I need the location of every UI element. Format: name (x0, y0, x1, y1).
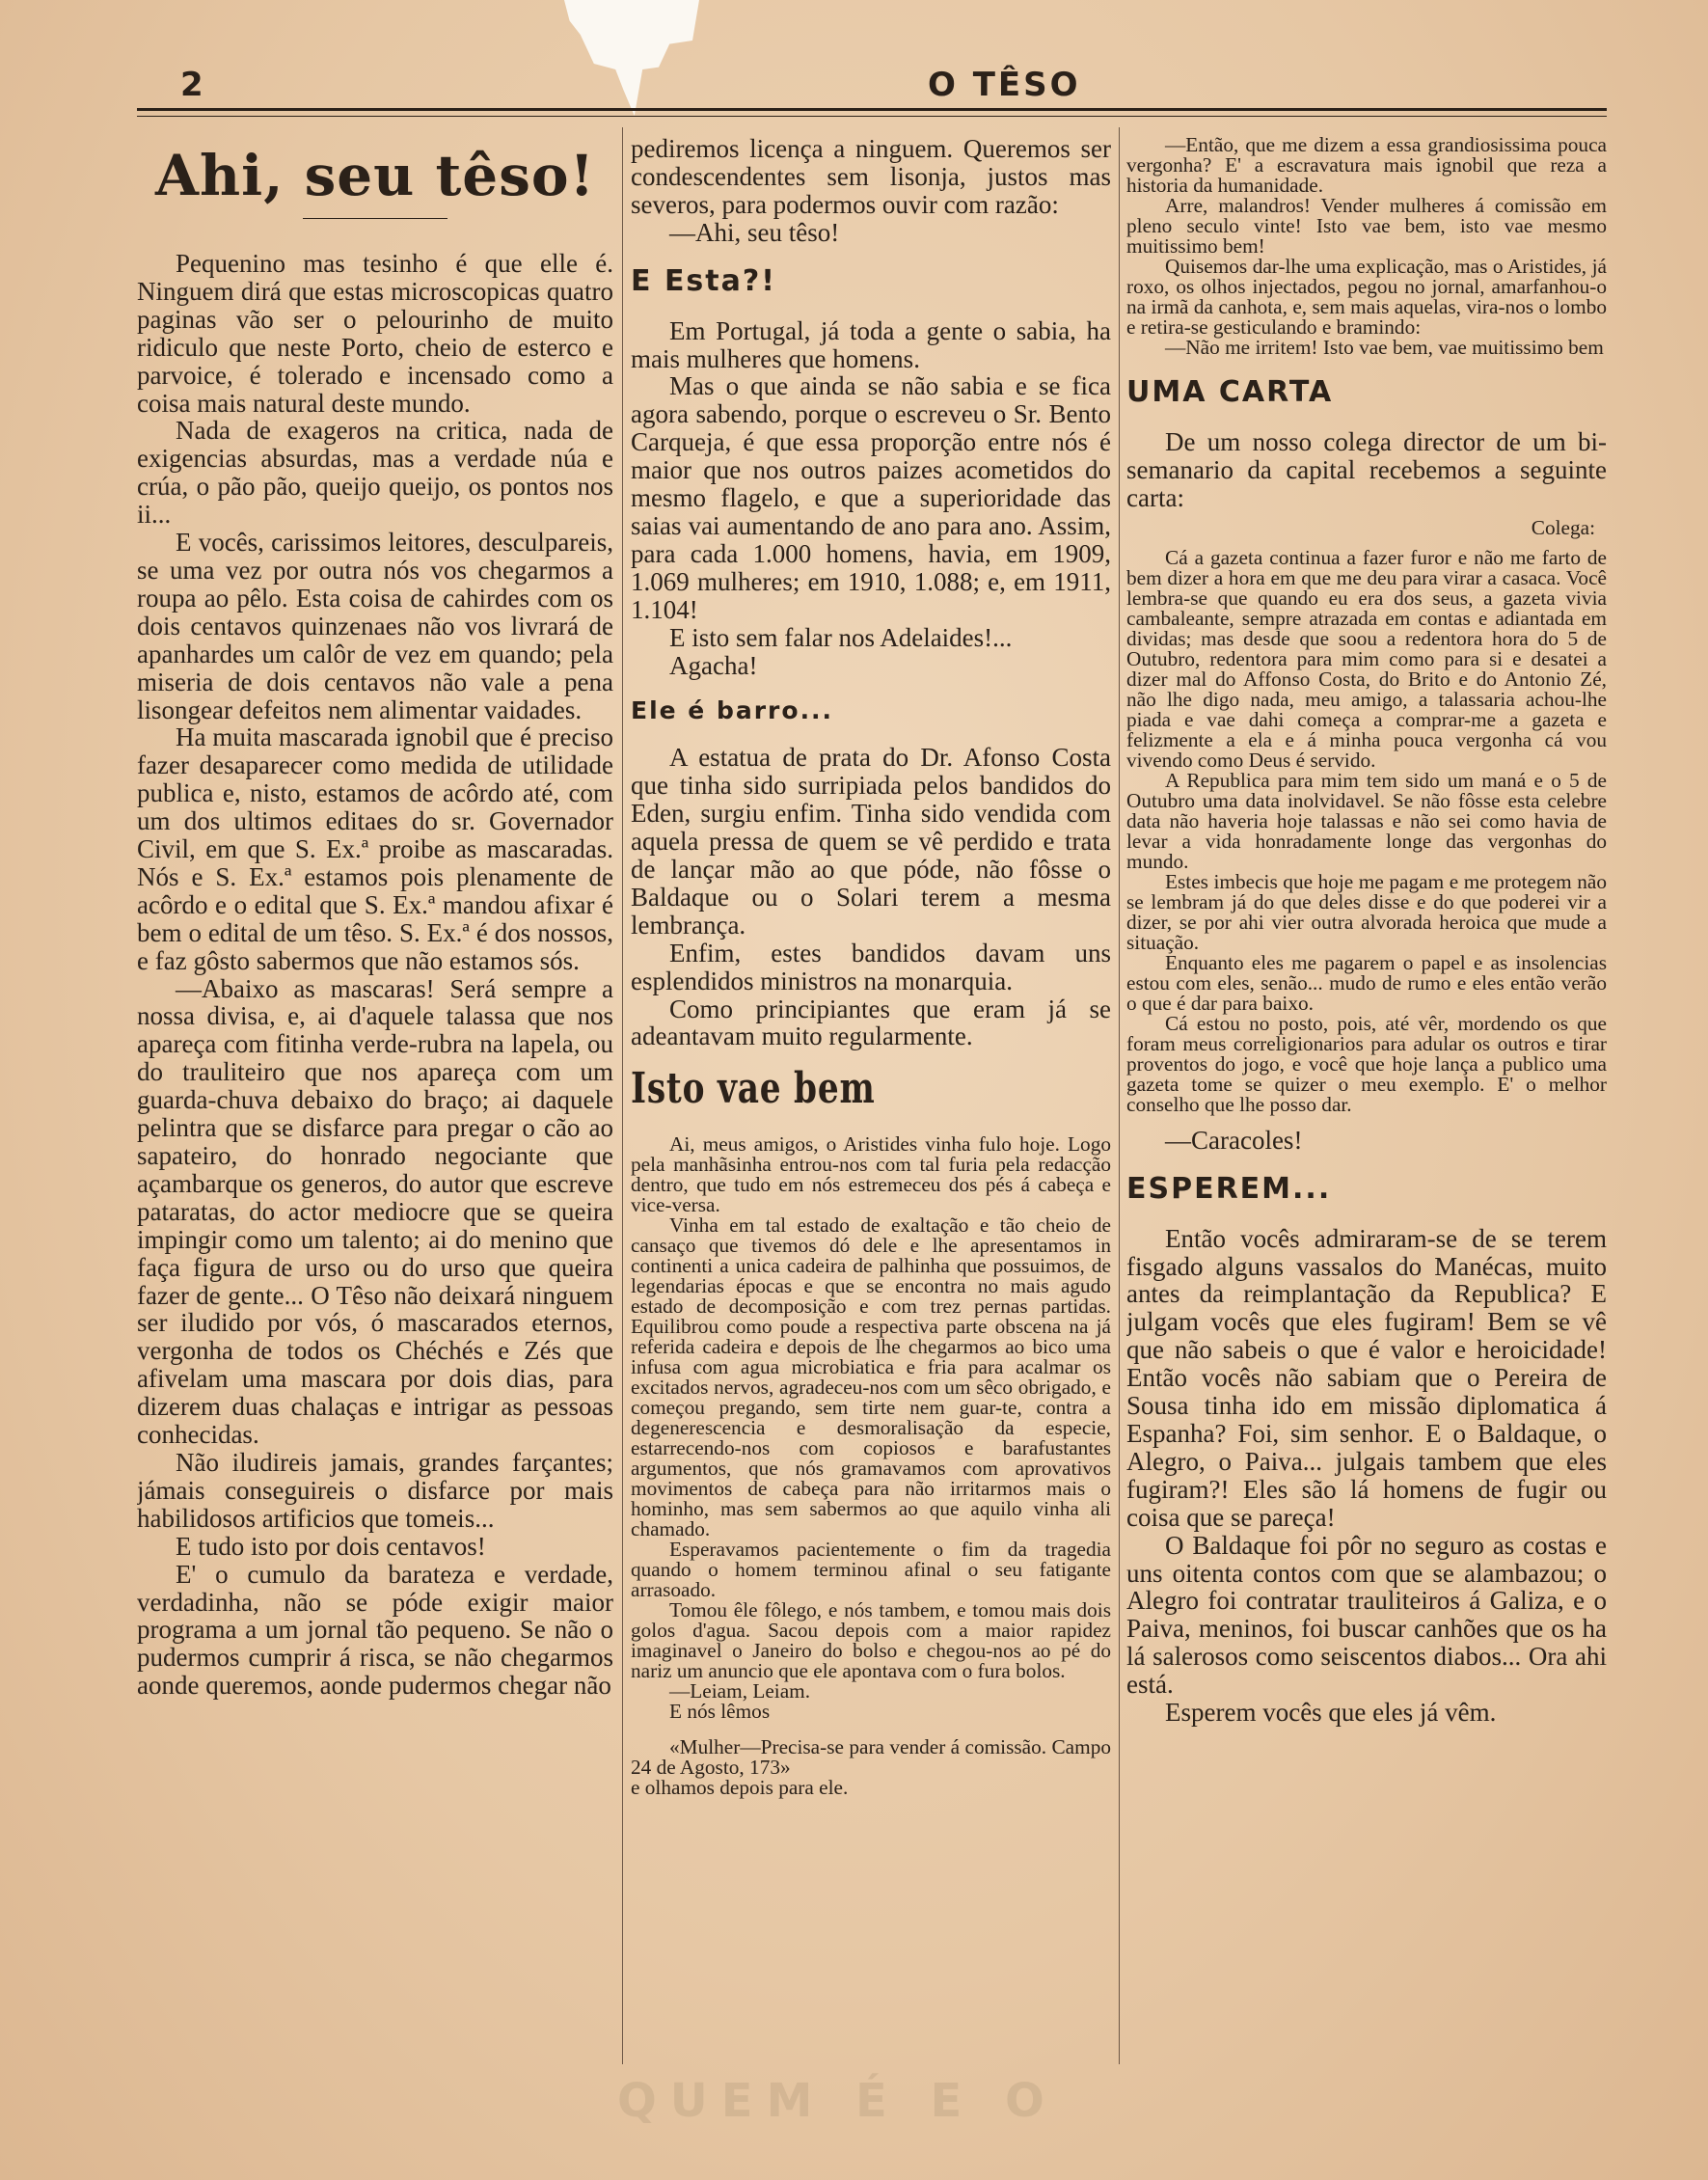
article-title: Ahi, seu têso! (155, 143, 595, 208)
page-number: 2 (180, 66, 203, 104)
paragraph: pediremos licença a ninguem. Queremos ser condescendentes sem lisonja, justos mas severos, para podermos ouvir com razão: (631, 135, 1111, 219)
paragraph: Tomou êle fôlego, e nós tambem, e tomou mais dois golos d'agua. Sacou depois com a maior rapidez imaginavel o Janeiro do bolso e chegou-nos ao pé do nariz um anuncio que ele apontava com o fura bolos. (631, 1598, 1111, 1683)
column-1 (137, 135, 613, 2064)
paragraph: Quisemos dar-lhe uma explicação, mas o Aristides, já roxo, os olhos injectados, pegou no jornal, amarfanhou-o na irmã da canhota, e, sem mais aquelas, vira-nos o lombo e retira-se gesticulando e bramindo: (1126, 255, 1607, 339)
paragraph: E vocês, carissimos leitores, desculpareis, se uma vez por outra nós vos chegarmos a roupa ao pêlo. Esta coisa de cahirdes com os dois centavos quinzenaes não vos livrará de apanhardes um calôr de vez em quando; pela miseria de dois centavos não vale a pena lisongear defeitos nem alimentar vaidades. (137, 528, 613, 724)
letter-paragraph: A Republica para mim tem sido um maná e o 5 de Outubro uma data inolvidavel. Se não fôsse esta celebre data não haveria hoje talassas e não sei como havia de levar a vida honradamente longe das vergonhas do mundo. (1126, 768, 1607, 873)
paragraph: A estatua de prata do Dr. Afonso Costa que tinha sido surripiada pelos bandidos do Eden, surgiu enfim. Tinha sido vendida com aquela pressa de quem se vê perdido e trata de lançar mão ao que póde, não fôsse o Baldaque ou o Solari terem a mesma lembrança. (631, 743, 1111, 940)
section-heading: UMA CARTA (1126, 375, 1334, 409)
paragraph: Não iludireis jamais, grandes farçantes; jámais conseguireis o disfarce por mais habilidosos artificios que tomeis... (137, 1447, 613, 1533)
paragraph: E nós lêmos (669, 1700, 771, 1724)
column-divider (622, 127, 623, 2064)
paper-name: O TÊSO (928, 66, 1081, 104)
paragraph: E' o cumulo da barateza e verdade, verdadinha, não se póde exigir maior programa a um jornal tão pequeno. Se não o pudermos cumprir á risca, se não chegarmos aonde queremos, aonde pudermos chegar não (137, 1559, 613, 1701)
paragraph: Ai, meus amigos, o Aristides vinha fulo hoje. Logo pela manhãsinha entrou-nos com tal furia pela redacção dentro, que tudo em nós estremeceu dos pés á cabeça e vice-versa. (631, 1132, 1111, 1217)
paragraph: —Não me irritem! Isto vae bem, vae muitissimo bem (1165, 336, 1604, 359)
paragraph: —Então, que me dizem a essa grandiosissima pouca vergonha? E' a escravatura mais ignobil que reza a historia da humanidade. (1126, 135, 1607, 197)
letter-signature: —Caracoles! (1165, 1125, 1303, 1155)
quoted-advert: «Mulher—Precisa-se para vender á comissão. Campo 24 de Agosto, 173» (631, 1735, 1111, 1780)
letter-paragraph: Enquanto eles me pagarem o papel e as insolencias estou com eles, senão... mudo de rumo e eles então verão o que é dar para baixo. (1126, 950, 1607, 1015)
paragraph: Esperem vocês que eles já vêm. (1165, 1698, 1497, 1728)
letter-paragraph: Estes imbecis que hoje me pagam e me protegem não se lembram já do que deles disse e do que poderei vir a dizer, se por ahi vier outra alvorada heroica que mude a situação. (1126, 869, 1607, 954)
title-rule (303, 218, 447, 219)
paragraph: Vinha em tal estado de exaltação e tão cheio de cansaço que tivemos dó dele e lhe apresentamos in continenti a unica cadeira de palhinha que possuimos, de legendarias épocas e que se encontra no mais agudo estado de decomposição e com trez pernas partidas. Equilibrou como poude a respectiva parte obscena na já referida cadeira e depois de lhe chegarmos ao bico uma infusa com agua microbiatica e fria para acalmar os excitados nervos, agradeceu-nos com um sêco obrigado, e começou pregando, sem tirte nem guar-te, contra a degenerescencia e desmoralisação da especie, estarrecendo-nos com copiosos e barafustantes argumentos, que nós gramavamos com aprovativos movimentos de cabeça para não irritarmos mais o hominho, mas sem sabermos ao que aquilo vinha ali chamado. (631, 1213, 1111, 1541)
paragraph: —Abaixo as mascaras! Será sempre a nossa divisa, e, ai d'aquele talassa que nos apareça com fitinha verde-rubra na lapela, ou do trauliteiro que nos apareça com um guarda-chuva debaixo do braço; ai daquele pelintra que se disfarce para pregar o cão ao sapateiro, do honrado negociante que açambarque os generos, do autor que escreve pataratas, do actor mediocre que se queira impingir como um talento; ai do menino que faça figura de urso ou do urso que queira fazer de gente... O Têso não deixará ninguem ser iludido por vós, ó mascarados eternos, vergonha de todos os Chéchés e Zés que afivelam uma mascara por dois dias, para dizerem duas chalaças e intrigar as pessoas conhecidas. (137, 973, 613, 1450)
column-divider (1119, 127, 1120, 2064)
paragraph: Pequenino mas tesinho é que elle é. Ninguem dirá que estas microscopicas quatro paginas vão ser o pelourinho de muito ridiculo que neste Porto, cheio de esterco e parvoice, é tolerado e incensado como a coisa mais natural deste mundo. (137, 249, 613, 418)
section-heading: Isto vae bem (631, 1064, 876, 1114)
column-2 (631, 135, 1111, 2064)
paragraph: e olhamos depois para ele. (631, 1776, 849, 1800)
letter-paragraph: Cá estou no posto, pois, até vêr, mordendo os que foram meus correligionarios para adular os outros e tirar proventos do jogo, e você que hoje lança a publico uma gazeta tome se quizer o meu exemplo. E' o melhor conselho que lhe posso dar. (1126, 1011, 1607, 1116)
paragraph: Como principiantes que eram já se adeantavam muito regularmente. (631, 994, 1111, 1051)
paragraph: Mas o que ainda se não sabia e se fica agora sabendo, porque o escreveu o Sr. Bento Carqueja, é que essa proporção entre nós é maior que nos outros paizes acometidos do mesmo flagelo, e que a superioridade das saias vai aumentando de ano para ano. Assim, para cada 1.000 homens, havia, em 1909, 1.069 mulheres; em 1910, 1.088; e, em 1911, 1.104! (631, 371, 1111, 624)
section-heading: ESPEREM... (1126, 1171, 1332, 1206)
salutation: Colega: (1531, 515, 1595, 539)
paragraph: —Leiam, Leiam. (669, 1679, 811, 1703)
paragraph: —Ahi, seu têso! (669, 217, 840, 247)
paragraph: Ha muita mascarada ignobil que é preciso fazer desaparecer como medida de utilidade publica e, nisto, estamos de acôrdo até, com um dos ultimos editaes do sr. Governador Civil, em que S. Ex.ª proibe as mascaradas. Nós e S. Ex.ª estamos pois plenamente de acôrdo e o edital que S. Ex.ª mandou afixar é bem o edital de um têso. S. Ex.ª é dos nossos, e faz gôsto sabermos que não estamos sós. (137, 722, 613, 975)
paragraph: Esperavamos pacientemente o fim da tragedia quando o homem terminou afinal o seu fatigante arrasoado. (631, 1538, 1111, 1602)
header-rule-thin (137, 116, 1607, 117)
paragraph: Arre, malandros! Vender mulheres á comissão em pleno seculo vinte! Isto vae bem, isto vae mesmo muitissimo bem! (1126, 194, 1607, 258)
paragraph: Agacha! (669, 650, 758, 680)
paragraph: Enfim, estes bandidos davam uns esplendidos ministros na monarquia. (631, 938, 1111, 995)
letter-paragraph: Cá a gazeta continua a fazer furor e não me farto de bem dizer a hora em que me deu para virar a casaca. Você lembra-se que quando eu era dos seus, a gazeta vivia cambaleante, sempre atrazada em contas e adiantada em dividas; mas desde que soou a redentora hora do 5 de Outubro, redentora para mim como para si e desatei a dizer mal do Affonso Costa, do Brito e do Antonio Zé, não lhe digo nada, meu amigo, a talassaria achou-lhe piada e vae dahi começa a comprar-me a gazeta e felizmente a ela e á minha pouca vergonha cá vou vivendo como Deus é servido. (1126, 545, 1607, 772)
paragraph: Nada de exageros na critica, nada de exigencias absurdas, mas a verdade núa e crúa, o pão pão, queijo queijo, os pontos nos ii... (137, 416, 613, 530)
paragraph: E tudo isto por dois centavos! (176, 1531, 486, 1561)
paragraph: De um nosso colega director de um bi-semanario da capital recebemos a seguinte carta: (1126, 427, 1607, 512)
masthead (137, 58, 1607, 116)
paragraph: E isto sem falar nos Adelaides!... (669, 622, 1013, 652)
column-3 (1126, 135, 1607, 2064)
header-rule (137, 108, 1607, 111)
section-heading: E Esta?! (631, 263, 776, 298)
show-through-text: QUEM É E O (617, 2074, 1058, 2128)
paragraph: O Baldaque foi pôr no seguro as costas e uns oitenta contos com que se alambazou; o Alegro foi contratar trauliteiros á Galiza, e o Paiva, meninos, foi buscar canhões que os ha lá salerosos como seiscentos diabos... Ora ahi está. (1126, 1530, 1607, 1700)
paragraph: Em Portugal, já toda a gente o sabia, ha mais mulheres que homens. (631, 315, 1111, 373)
paragraph: Então vocês admiraram-se de se terem fisgado alguns vassalos do Manécas, muito antes da reimplantação da Republica? E julgam vocês que eles fugiram! Bem se vê que não sabeis o que é valor e heroicidade! Então vocês não sabiam que o Pereira de Sousa tinha ido em missão diplomatica á Espanha? Foi, sim senhor. E o Baldaque, o Alegro, o Paiva... julgais tambem que eles fugiram?! Eles são lá homens de fugir ou coisa que se pareça! (1126, 1223, 1607, 1532)
section-heading: Ele é barro... (631, 696, 834, 725)
